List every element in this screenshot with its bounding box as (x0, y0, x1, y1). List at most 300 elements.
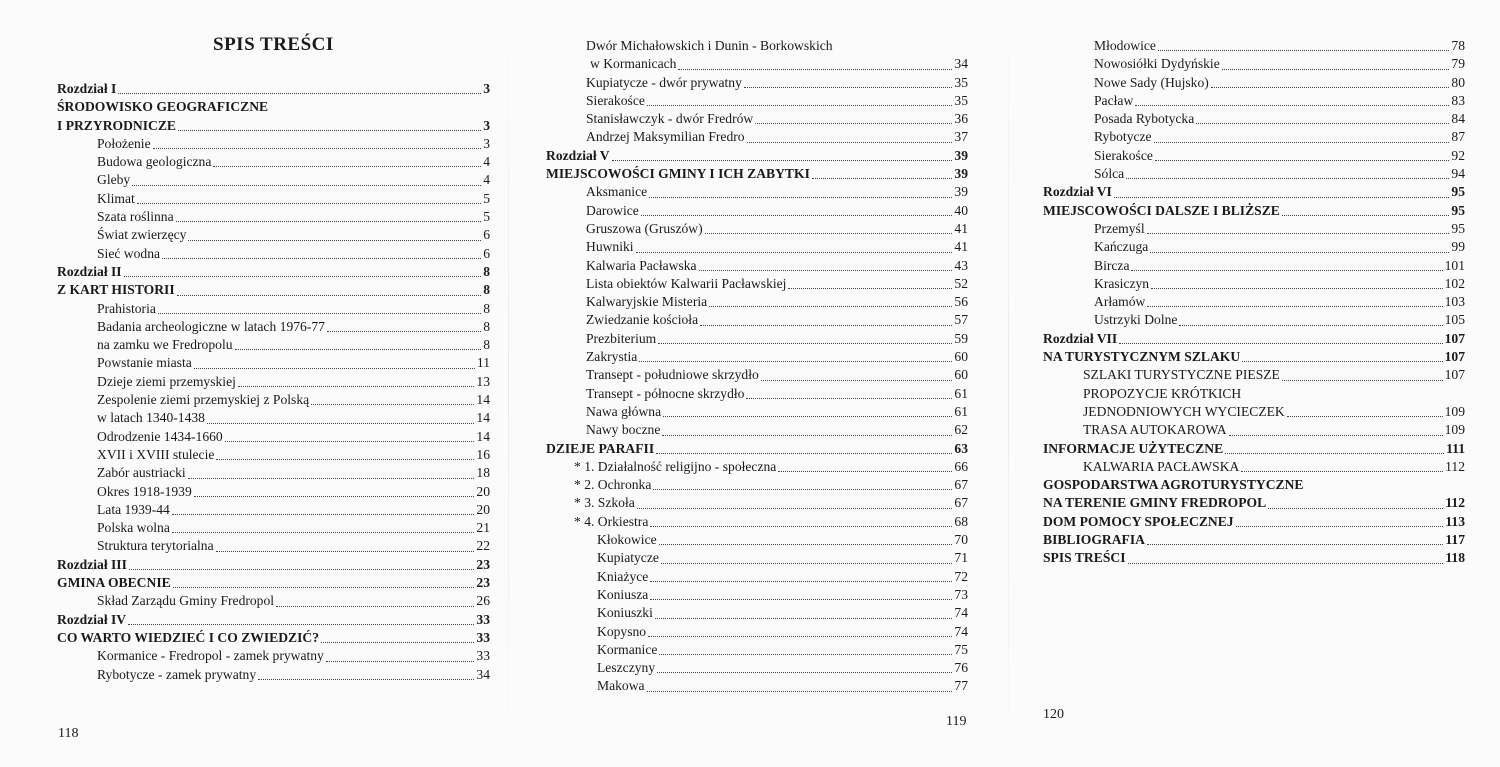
toc-entry-page: 74 (954, 605, 968, 621)
dot-leader (162, 245, 481, 263)
dot-leader (1222, 55, 1450, 73)
dot-leader (637, 494, 953, 512)
dot-leader (326, 647, 475, 665)
toc-entry-page: 8 (483, 282, 490, 298)
toc-entry (57, 409, 490, 427)
toc-entry-title: Kormanice - Fredropol - zamek prywatny (97, 648, 324, 664)
dot-leader (137, 190, 481, 208)
toc-entry-title: TRASA AUTOKAROWA (1083, 422, 1227, 438)
dot-leader (1287, 403, 1443, 421)
toc-entry (546, 110, 968, 128)
dot-leader (1236, 513, 1444, 531)
toc-entry-title: NA TURYSTYCZNYM SZLAKU (1043, 349, 1241, 365)
toc-entry-page: 75 (954, 641, 968, 657)
toc-entry (1043, 330, 1465, 348)
dot-leader (656, 440, 952, 458)
toc-entry-title: KALWARIA PACŁAWSKA (1083, 458, 1240, 474)
dot-leader (177, 281, 482, 299)
toc-entry-page: 109 (1444, 422, 1465, 438)
dot-leader (1126, 165, 1449, 183)
toc-entry (57, 263, 490, 281)
toc-entry-title: Okres 1918-1939 (97, 483, 192, 499)
toc-entry (546, 458, 968, 476)
dot-leader (173, 574, 475, 592)
toc-entry-page: 77 (954, 678, 968, 694)
dot-leader (641, 202, 953, 220)
toc-entry-title: na zamku we Fredropolu (97, 337, 233, 353)
toc-entry-title: Koniusza (597, 586, 649, 602)
toc-entry-title: Huwniki (586, 239, 634, 255)
dot-leader (238, 373, 475, 391)
toc-entry-title: Krasiczyn (1094, 275, 1150, 291)
toc-entry (57, 391, 490, 409)
dot-leader (662, 421, 952, 439)
toc-entry-page: 33 (476, 611, 490, 627)
toc-entry-title: Rozdział V (546, 147, 610, 163)
toc-entry (57, 117, 490, 135)
dot-leader (1151, 275, 1443, 293)
toc-entry-page: 16 (476, 446, 490, 462)
toc-entry (57, 574, 490, 592)
dot-leader (1154, 128, 1450, 146)
toc-entry-title: Klimat (97, 190, 135, 206)
toc-entry (546, 183, 968, 201)
toc-entry (1043, 293, 1465, 311)
toc-entry-page: 35 (954, 74, 968, 90)
toc-entry (546, 165, 968, 183)
toc-entry-title: Leszczyny (597, 660, 656, 676)
toc-entry (57, 98, 490, 116)
toc-entry (546, 293, 968, 311)
toc-entry-title: Szata roślinna (97, 209, 174, 225)
toc-entry-title: Darowice (586, 202, 639, 218)
dot-leader (788, 275, 952, 293)
gutter-divider (508, 0, 509, 767)
toc-entry (546, 403, 968, 421)
dot-leader (747, 128, 953, 146)
dot-leader (1229, 421, 1443, 439)
toc-entry (546, 147, 968, 165)
toc-entry-title: Zakrystia (586, 349, 638, 365)
toc-entry-page: 95 (1451, 202, 1465, 218)
toc-entry (1043, 37, 1465, 55)
dot-leader (1196, 110, 1449, 128)
toc-entry-page: 6 (483, 245, 490, 261)
toc-entry-page: 14 (476, 392, 490, 408)
toc-entry-title: Nawy boczne (586, 422, 661, 438)
toc-entry-page: 78 (1451, 38, 1465, 53)
toc-entry (1043, 421, 1465, 439)
page-118 (0, 0, 510, 767)
toc-entry-page: 23 (476, 556, 490, 572)
toc-entry-title: Kniażyce (597, 568, 649, 584)
dot-leader (321, 629, 474, 647)
toc-entry (1043, 513, 1465, 531)
toc-entry (546, 549, 968, 567)
toc-entry-page: 111 (1446, 440, 1465, 456)
toc-entry (57, 501, 490, 519)
dot-leader (118, 80, 481, 98)
toc-entry-title: Kłokowice (597, 532, 657, 548)
toc-entry-page: 34 (476, 666, 490, 682)
dot-leader (327, 318, 481, 336)
dot-leader (648, 623, 952, 641)
toc-entry (57, 190, 490, 208)
toc-entry-title: Prezbiterium (586, 330, 657, 346)
toc-entry-page: 8 (483, 318, 490, 334)
toc-entry-page: 14 (476, 428, 490, 444)
toc-column-3 (1043, 37, 1465, 568)
dot-leader (129, 556, 475, 574)
toc-entry (546, 37, 968, 55)
dot-leader (311, 391, 474, 409)
dot-leader (1147, 531, 1443, 549)
toc-entry-title: MIEJSCOWOŚCI GMINY I ICH ZABYTKI (546, 166, 810, 182)
toc-entry (546, 348, 968, 366)
toc-entry (546, 659, 968, 677)
dot-leader (661, 549, 953, 567)
toc-entry-title: Kalwaria Pacławska (586, 257, 697, 273)
toc-entry-page: 20 (476, 483, 490, 499)
toc-entry-title: Rozdział VI (1043, 184, 1112, 200)
toc-entry-title: Koniuszki (597, 605, 653, 621)
toc-entry-page: 35 (954, 92, 968, 108)
dot-leader (746, 385, 952, 403)
toc-entry-page: 52 (954, 275, 968, 291)
toc-entry-title: NA TERENIE GMINY FREDROPOL (1043, 495, 1267, 511)
toc-entry-title: Prahistoria (97, 300, 156, 316)
dot-leader (1147, 220, 1450, 238)
toc-entry-title: Położenie (97, 135, 151, 151)
toc-entry-title: Dzieje ziemi przemyskiej (97, 373, 236, 389)
toc-entry-page: 94 (1451, 166, 1465, 182)
toc-entry-page: 37 (954, 129, 968, 145)
toc-entry-page: 41 (954, 220, 968, 236)
toc-entry (57, 666, 490, 684)
toc-entry-page: 41 (954, 239, 968, 255)
toc-entry-page: 101 (1444, 257, 1465, 273)
toc-entry-page: 20 (476, 501, 490, 517)
toc-entry-page: 56 (954, 294, 968, 310)
toc-entry-title: Z KART HISTORII (57, 282, 175, 298)
toc-entry (57, 592, 490, 610)
dot-leader (1150, 238, 1449, 256)
toc-entry-page: 5 (483, 190, 490, 206)
toc-entry (57, 556, 490, 574)
toc-entry-title: Zwiedzanie kościoła (586, 312, 699, 328)
dot-leader (699, 257, 953, 275)
toc-entry-page: 80 (1451, 74, 1465, 90)
dot-leader (176, 208, 482, 226)
dot-leader (1131, 257, 1442, 275)
toc-entry (546, 513, 968, 531)
toc-entry (57, 446, 490, 464)
toc-entry (57, 519, 490, 537)
page-120 (1010, 0, 1500, 767)
toc-column-2 (546, 37, 968, 696)
toc-entry-title: Andrzej Maksymilian Fredro (586, 129, 745, 145)
toc-entry (1043, 202, 1465, 220)
toc-entry-page: 79 (1451, 56, 1465, 72)
toc-entry (1043, 385, 1465, 403)
toc-entry-title: DZIEJE PARAFII (546, 440, 655, 456)
toc-entry-title: Świat zwierzęcy (97, 227, 187, 243)
toc-entry-page: 103 (1444, 294, 1465, 310)
toc-entry (1043, 458, 1465, 476)
toc-entry-page: 84 (1451, 111, 1465, 127)
toc-entry (57, 171, 490, 189)
toc-entry-page: 74 (954, 623, 968, 639)
dot-leader (659, 641, 952, 659)
page-title: SPIS TREŚCI (213, 34, 334, 55)
dot-leader (650, 568, 952, 586)
toc-entry-title: Sieć wodna (97, 245, 161, 261)
toc-entry-title: PROPOZYCJE KRÓTKICH (1083, 385, 1242, 401)
toc-entry (57, 135, 490, 153)
toc-entry (1043, 366, 1465, 384)
toc-entry-page: 71 (954, 550, 968, 566)
toc-entry (1043, 238, 1465, 256)
toc-entry-page: 118 (1445, 550, 1465, 566)
toc-entry (57, 300, 490, 318)
toc-entry (1043, 494, 1465, 512)
toc-entry-title: INFORMACJE UŻYTECZNE (1043, 440, 1224, 456)
toc-entry (57, 80, 490, 98)
dot-leader (132, 171, 481, 189)
dot-leader (188, 226, 481, 244)
dot-leader (213, 153, 481, 171)
toc-entry-title: Pacław (1094, 92, 1134, 108)
toc-entry-title: Nowosiółki Dydyńskie (1094, 56, 1220, 72)
toc-entry (1043, 348, 1465, 366)
toc-entry-page: 26 (476, 593, 490, 609)
dot-leader (216, 446, 474, 464)
toc-entry (546, 494, 968, 512)
toc-entry-title: Kupiatycze (597, 550, 659, 566)
toc-entry (57, 208, 490, 226)
dot-leader (650, 586, 952, 604)
toc-entry-title: Gleby (97, 172, 131, 188)
toc-entry-title: Powstanie miasta (97, 355, 192, 371)
toc-entry (1043, 311, 1465, 329)
page-119 (510, 0, 1010, 767)
toc-entry-page: 92 (1451, 147, 1465, 163)
toc-entry-title: Stanisławczyk - dwór Fredrów (586, 111, 754, 127)
toc-entry-page: 43 (954, 257, 968, 273)
dot-leader (657, 659, 952, 677)
toc-entry-title: Aksmanice (586, 184, 648, 200)
toc-entry (1043, 476, 1465, 494)
toc-entry (546, 220, 968, 238)
toc-entry (1043, 531, 1465, 549)
toc-entry-page: 68 (954, 513, 968, 529)
toc-entry (1043, 549, 1465, 567)
toc-entry-title: * 3. Szkoła (574, 495, 635, 511)
toc-entry-title: Sierakośce (586, 92, 645, 108)
dot-leader (172, 501, 475, 519)
toc-entry-title: CO WARTO WIEDZIEĆ I CO ZWIEDZIĆ? (57, 629, 320, 645)
toc-entry-page: 8 (483, 337, 490, 353)
toc-entry (546, 128, 968, 146)
toc-entry-page: 105 (1444, 312, 1465, 328)
page-number-119: 119 (946, 714, 967, 729)
toc-entry-title: Badania archeologiczne w latach 1976-77 (97, 318, 325, 334)
toc-entry-title: Sólca (1094, 166, 1125, 182)
toc-entry-page: 40 (954, 202, 968, 218)
toc-entry-title: Posada Rybotycka (1094, 111, 1195, 127)
toc-entry (1043, 74, 1465, 92)
toc-entry-title: Nawa główna (586, 403, 662, 419)
toc-entry-title: ŚRODOWISKO GEOGRAFICZNE (57, 99, 269, 115)
dot-leader (172, 519, 475, 537)
toc-entry-title: Nowe Sady (Hujsko) (1094, 74, 1209, 90)
dot-leader (647, 92, 953, 110)
dot-leader (636, 238, 953, 256)
toc-entry-page: 5 (483, 209, 490, 225)
toc-entry-page: 23 (476, 575, 490, 591)
toc-entry-page: 14 (476, 410, 490, 426)
dot-leader (1155, 147, 1450, 165)
dot-leader (678, 55, 952, 73)
dot-leader (1241, 458, 1443, 476)
toc-entry (1043, 440, 1465, 458)
toc-entry-page: 73 (954, 586, 968, 602)
dot-leader (650, 513, 952, 531)
dot-leader (812, 165, 953, 183)
toc-entry (546, 257, 968, 275)
dot-leader (194, 354, 475, 372)
toc-entry (546, 74, 968, 92)
toc-entry-page: 99 (1451, 239, 1465, 255)
toc-entry-title: I PRZYRODNICZE (57, 117, 176, 133)
toc-entry (57, 336, 490, 354)
dot-leader (188, 464, 475, 482)
page-number-120: 120 (1043, 707, 1064, 722)
toc-entry-page: 62 (954, 422, 968, 438)
toc-entry-title: Rozdział II (57, 263, 122, 279)
dot-leader (1242, 348, 1442, 366)
dot-leader (178, 117, 481, 135)
toc-entry-page: 112 (1445, 495, 1465, 511)
toc-entry-page: 34 (954, 56, 968, 72)
toc-entry-page: 87 (1451, 129, 1465, 145)
toc-entry-title: * 1. Działalność religijno - społeczna (574, 458, 777, 474)
toc-entry-title: Młodowice (1094, 38, 1156, 53)
toc-entry (546, 55, 968, 73)
toc-entry-page: 21 (476, 520, 490, 536)
toc-entry (546, 623, 968, 641)
toc-entry-title: Makowa (597, 678, 645, 694)
toc-entry-page: 60 (954, 367, 968, 383)
gutter-divider (1008, 0, 1009, 767)
toc-entry (1043, 220, 1465, 238)
toc-entry-page: 3 (483, 81, 490, 96)
toc-entry-title: Lata 1939-44 (97, 501, 170, 517)
toc-entry-page: 61 (954, 403, 968, 419)
toc-entry-page: 83 (1451, 92, 1465, 108)
toc-entry-page: 72 (954, 568, 968, 584)
toc-entry (546, 311, 968, 329)
toc-entry-title: Arłamów (1094, 294, 1146, 310)
toc-entry-page: 4 (483, 154, 490, 170)
toc-entry (1043, 110, 1465, 128)
toc-entry (546, 385, 968, 403)
toc-entry-page: 4 (483, 172, 490, 188)
toc-entry (1043, 55, 1465, 73)
toc-entry (546, 604, 968, 622)
toc-entry-title: Rybotycze - zamek prywatny (97, 666, 257, 682)
toc-entry-title: Ustrzyki Dolne (1094, 312, 1178, 328)
toc-entry-title: Lista obiektów Kalwarii Pacławskiej (586, 275, 787, 291)
dot-leader (158, 300, 481, 318)
dot-leader (705, 220, 953, 238)
toc-entry (546, 476, 968, 494)
dot-leader (124, 263, 482, 281)
toc-entry (1043, 403, 1465, 421)
toc-entry (57, 373, 490, 391)
dot-leader (1119, 330, 1442, 348)
dot-leader (761, 366, 953, 384)
toc-entry-page: 39 (954, 184, 968, 200)
toc-entry-page: 33 (476, 629, 490, 645)
toc-entry-page: 63 (954, 440, 968, 456)
toc-entry-page: 107 (1444, 349, 1465, 365)
dot-leader (128, 611, 474, 629)
toc-entry-title: Bircza (1094, 257, 1130, 273)
toc-entry-title: Zabór austriacki (97, 465, 186, 481)
toc-entry-title: Rozdział IV (57, 611, 127, 627)
toc-entry-title: Kupiatycze - dwór prywatny (586, 74, 742, 90)
toc-entry-title: * 4. Orkiestra (574, 513, 649, 529)
toc-entry (546, 366, 968, 384)
dot-leader (1211, 74, 1450, 92)
toc-entry-page: 39 (954, 147, 968, 163)
toc-entry-title: w Kormanicach (590, 56, 677, 72)
toc-entry-page: 107 (1444, 330, 1465, 346)
toc-entry (57, 537, 490, 555)
dot-leader (1179, 311, 1442, 329)
toc-entry (1043, 257, 1465, 275)
toc-entry (1043, 92, 1465, 110)
dot-leader (1282, 202, 1450, 220)
toc-entry-title: Rybotycze (1094, 129, 1152, 145)
dot-leader (216, 537, 475, 555)
toc-entry-page: 67 (954, 495, 968, 511)
toc-entry-title: Kopysno (597, 623, 647, 639)
toc-entry-title: Rozdział III (57, 556, 127, 572)
dot-leader (1114, 183, 1450, 201)
toc-entry-page: 76 (954, 660, 968, 676)
toc-entry-page: 11 (476, 355, 490, 371)
toc-entry-title: Budowa geologiczna (97, 154, 212, 170)
toc-entry-page: 107 (1444, 367, 1465, 383)
dot-leader (709, 293, 952, 311)
toc-entry-page: 13 (476, 373, 490, 389)
toc-entry-title: DOM POMOCY SPOŁECZNEJ (1043, 513, 1234, 529)
dot-leader (639, 348, 952, 366)
toc-entry (546, 641, 968, 659)
toc-entry (546, 677, 968, 695)
toc-entry-title: Kormanice (597, 641, 658, 657)
dot-leader (1282, 366, 1443, 384)
toc-entry-page: 33 (476, 648, 490, 664)
toc-entry-page: 67 (954, 477, 968, 493)
toc-entry-page: 60 (954, 349, 968, 365)
toc-entry-title: GMINA OBECNIE (57, 575, 171, 591)
toc-entry-title: Skład Zarządu Gminy Fredropol (97, 593, 275, 609)
dot-leader (700, 311, 952, 329)
toc-entry (546, 568, 968, 586)
